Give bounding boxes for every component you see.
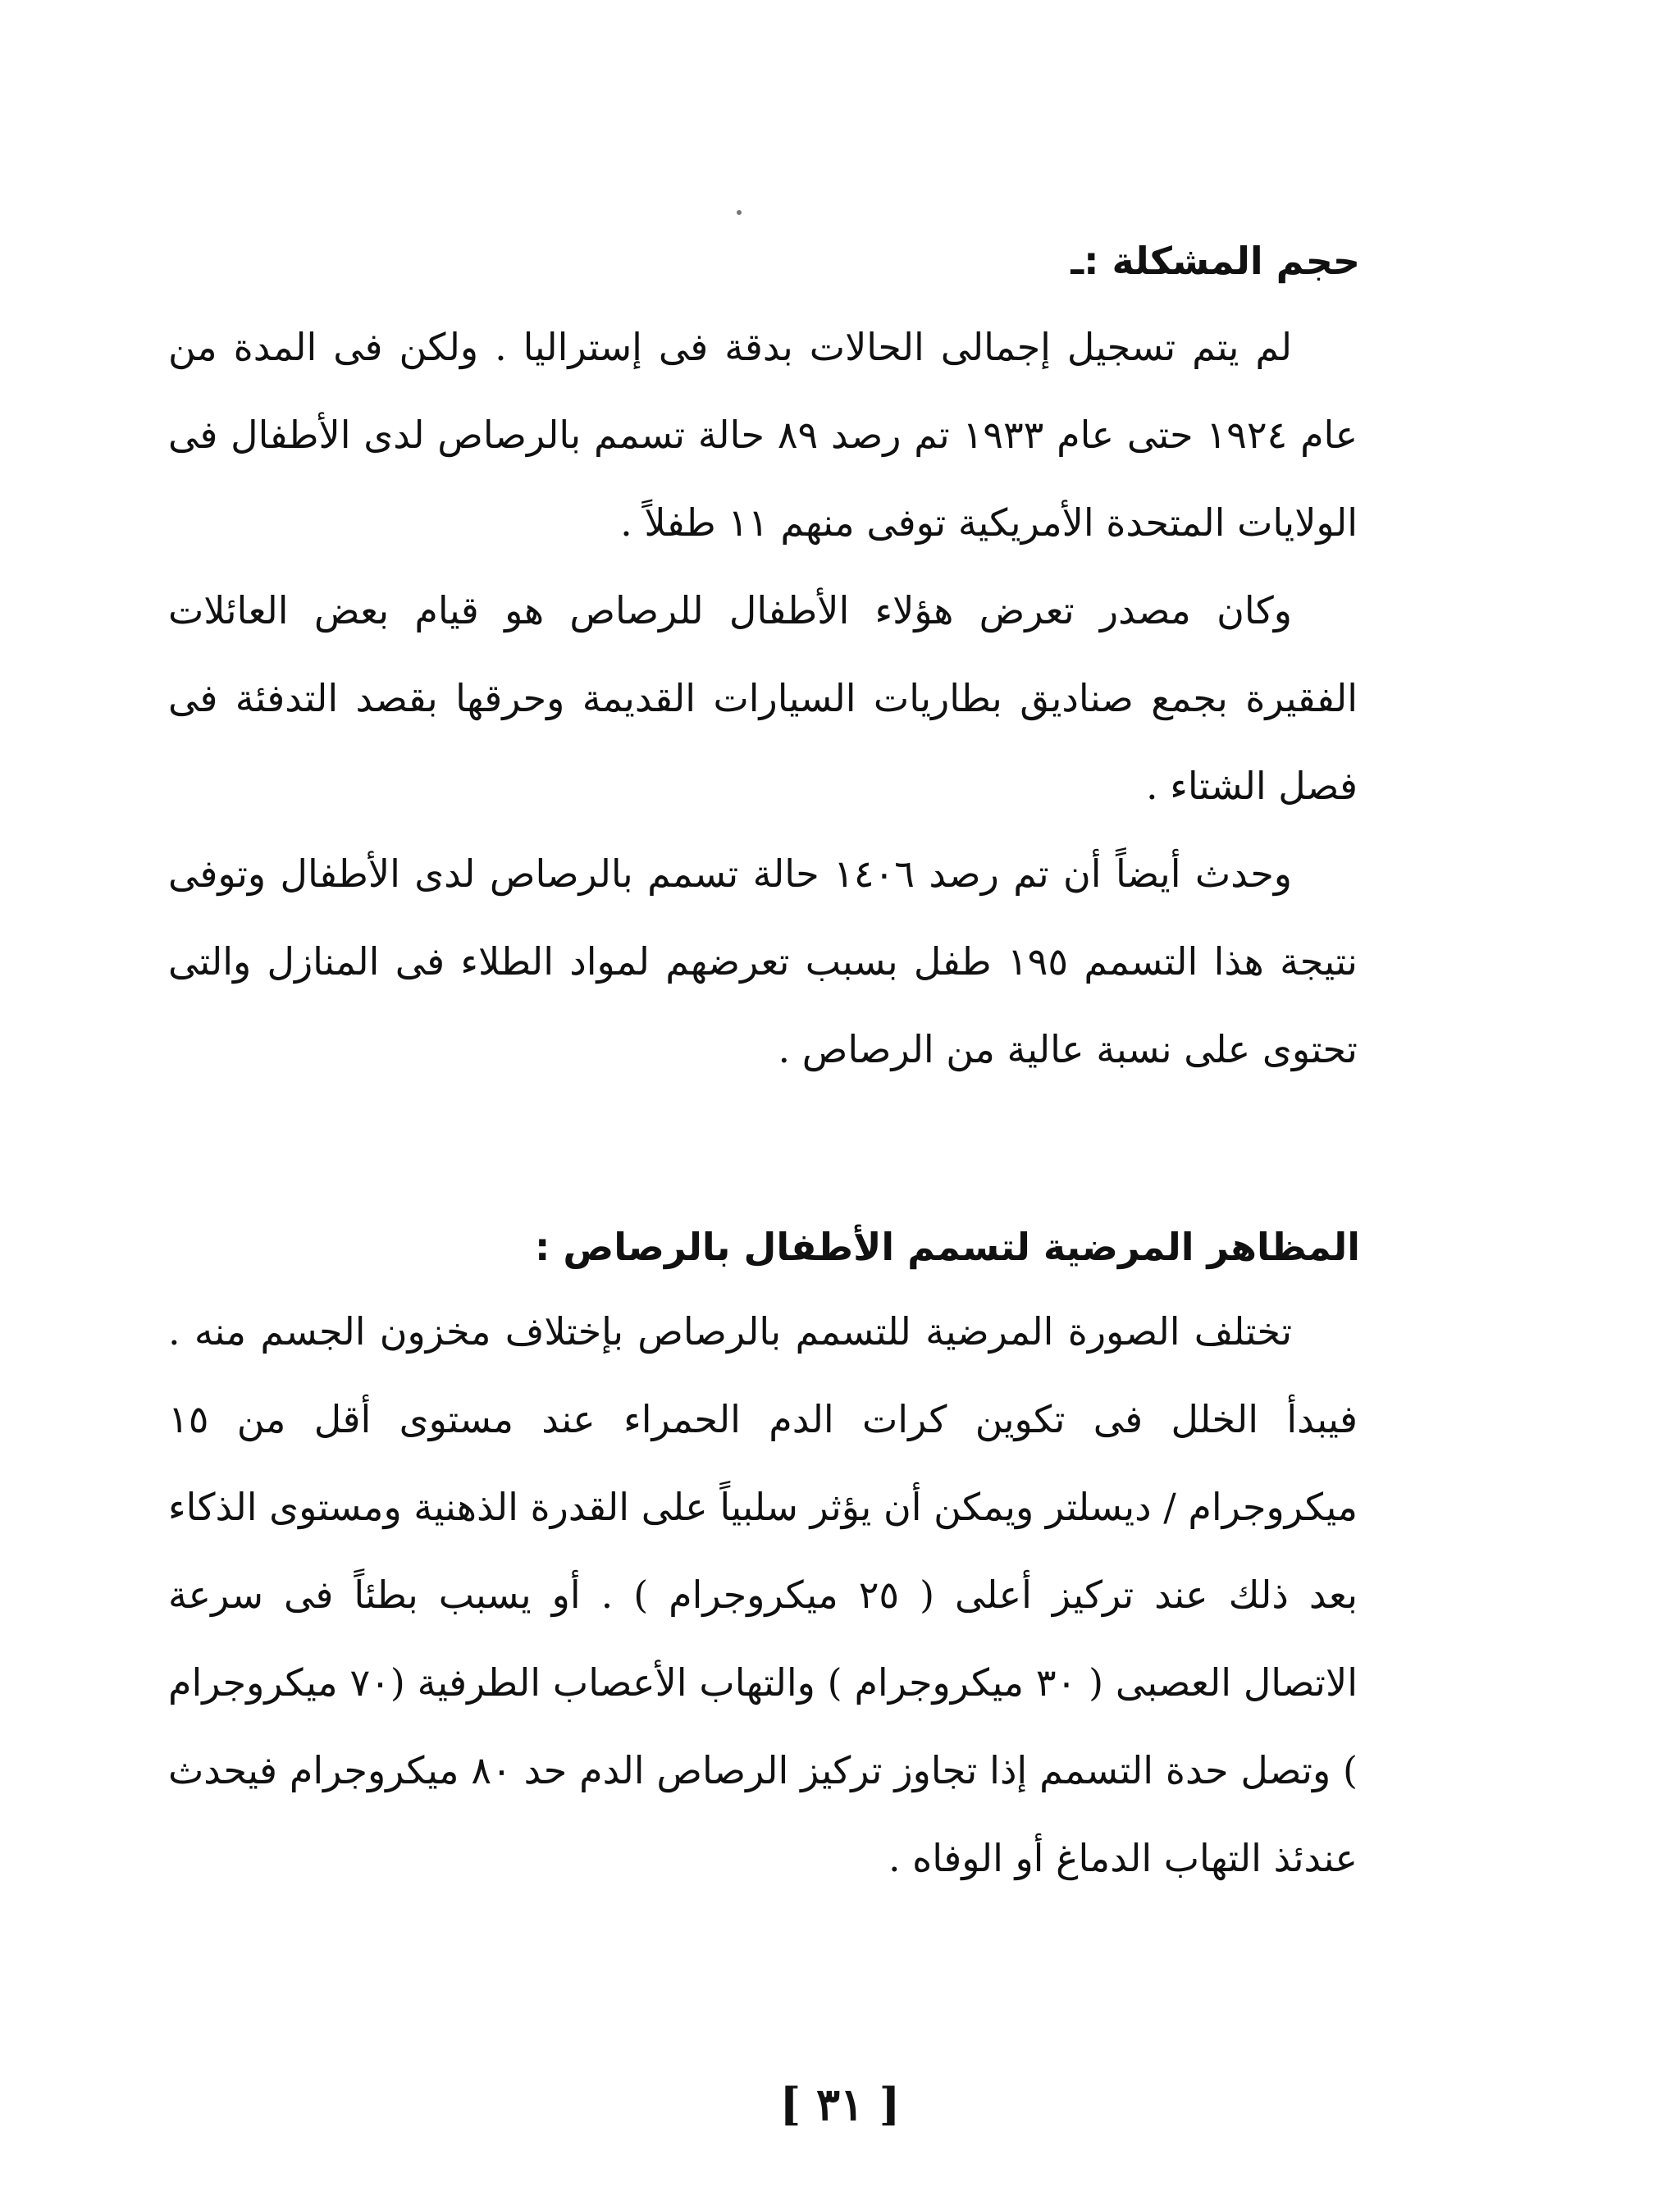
scan-speck — [737, 210, 742, 215]
section-body-clinical-signs — [168, 1288, 1358, 1902]
paragraph-exposure-source: وكان مصدر تعرض هؤلاء الأطفال للرصاص هو قيام بعض العائلات الفقيرة بجمع صناديق بطاريات السيارات القديمة وحرقها بقصد التدفئة فى فصل الشتاء . — [168, 588, 1358, 808]
section-heading-clinical-signs: المظاهر المرضية لتسمم الأطفال بالرصاص : — [534, 1225, 1360, 1269]
page-number: [ ٣١ ] — [779, 2078, 901, 2130]
paragraph-paint-cases: وحدث أيضاً أن تم رصد ١٤٠٦ حالة تسمم بالرصاص لدى الأطفال وتوفى نتيجة هذا التسمم ١٩٥ طفل بسبب تعرضهم لمواد الطلاء فى المنازل والتى تحتوى على نسبة عالية من الرصاص . — [168, 852, 1358, 1071]
paragraph-statistics-intro: لم يتم تسجيل إجمالى الحالات بدقة فى إستراليا . ولكن فى المدة من عام ١٩٢٤ حتى عام ١٩٣٣ تم رصد ٨٩ حالة تسمم بالرصاص لدى الأطفال فى الولايات المتحدة الأمريكية توفى منهم ١١ طفلاً . — [168, 325, 1358, 545]
section-body-problem-size — [168, 304, 1358, 1094]
paragraph-clinical-picture: تختلف الصورة المرضية للتسمم بالرصاص بإختلاف مخزون الجسم منه . فيبدأ الخلل فى تكوين كرات الدم الحمراء عند مستوى أقل من ١٥ ميكروجرام / ديسلتر ويمكن أن يؤثر سلبياً على القدرة الذهنية ومستوى الذكاء بعد ذلك عند تركيز أعلى ( ٢٥ ميكروجرام ) . أو يسبب بطئاً فى سرعة الاتصال العصبى ( ٣٠ ميكروجرام ) والتهاب الأعصاب الطرفية (٧٠ ميكروجرام ) وتصل حدة التسمم إذا تجاوز تركيز الرصاص الدم حد ٨٠ ميكروجرام فيحدث عندئذ التهاب الدماغ أو الوفاه . — [168, 1309, 1358, 1880]
section-heading-problem-size: حجم المشكلة :ـ — [1071, 239, 1360, 283]
